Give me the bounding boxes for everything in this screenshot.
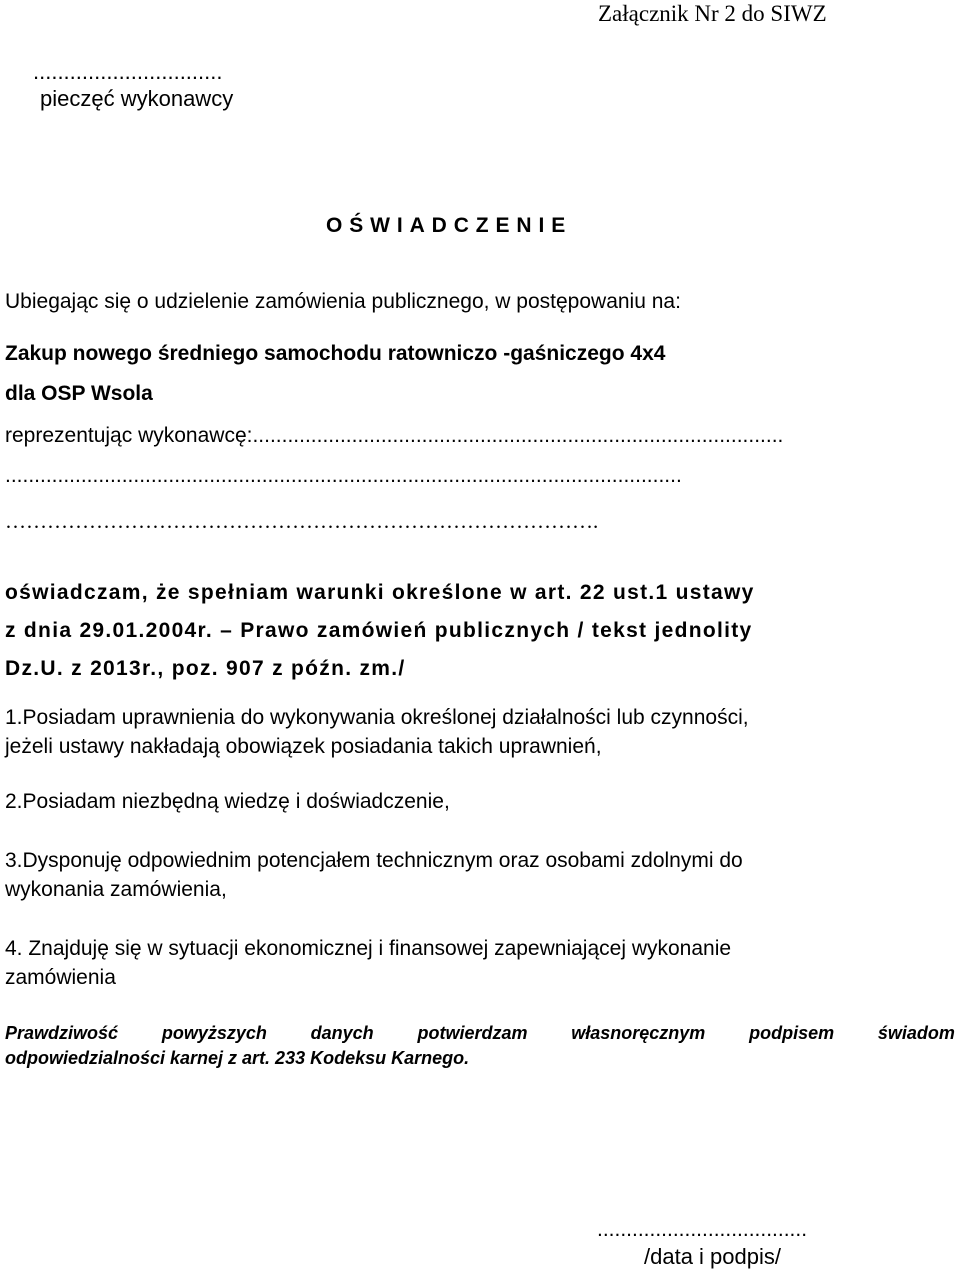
subject-line-2: dla OSP Wsola bbox=[5, 382, 153, 405]
attachment-label: Załącznik Nr 2 do SIWZ bbox=[598, 1, 827, 26]
point-1-line-2: jeżeli ustawy nakładają obowiązek posiadania takich uprawnień, bbox=[5, 735, 602, 758]
representing-dotted-line-2: …………………………………………………………………………. bbox=[5, 509, 599, 533]
representing-dotted-line-1: .................................................................................................................... bbox=[5, 464, 682, 487]
subject-line-1: Zakup nowego średniego samochodu ratowniczo -gaśniczego 4x4 bbox=[5, 342, 666, 365]
declaration-line-3: Dz.U. z 2013r., poz. 907 z późn. zm./ bbox=[5, 657, 406, 680]
truthfulness-word: powyższych bbox=[161, 1023, 267, 1043]
intro-text: Ubiegając się o udzielenie zamówienia publicznego, w postępowaniu na: bbox=[5, 290, 681, 313]
document-title: OŚWIADCZENIE bbox=[326, 214, 573, 237]
point-2-line-1: 2.Posiadam niezbędną wiedzę i doświadczenie, bbox=[5, 790, 450, 813]
truthfulness-word: własnoręcznym bbox=[571, 1023, 706, 1043]
stamp-label: pieczęć wykonawcy bbox=[40, 86, 234, 111]
declaration-statement bbox=[5, 574, 755, 688]
truthfulness-line-1 bbox=[5, 1021, 955, 1046]
truthfulness-line-2: odpowiedzialności karnej z art. 233 Kodeksu Karnego. bbox=[5, 1048, 470, 1068]
point-4-line-2: zamówienia bbox=[5, 966, 116, 989]
point-4-line-1: 4. Znajduję się w sytuacji ekonomicznej i finansowej zapewniającej wykonanie bbox=[5, 937, 732, 960]
stamp-dotted-line: ............................... bbox=[33, 59, 223, 84]
procurement-subject bbox=[5, 334, 665, 414]
truthfulness-word: świadom bbox=[877, 1023, 955, 1043]
point-3-line-1: 3.Dysponuję odpowiednim potencjałem technicznym oraz osobami zdolnymi do bbox=[5, 849, 743, 872]
truthfulness-word: podpisem bbox=[749, 1023, 835, 1043]
declaration-point-3 bbox=[5, 846, 743, 904]
truthfulness-word: danych bbox=[310, 1023, 374, 1043]
truthfulness-word: potwierdzam bbox=[417, 1023, 528, 1043]
point-1-line-1: 1.Posiadam uprawnienia do wykonywania określonej działalności lub czynności, bbox=[5, 706, 749, 729]
declaration-point-1 bbox=[5, 703, 749, 761]
declaration-point-4 bbox=[5, 934, 731, 992]
point-3-line-2: wykonania zamówienia, bbox=[5, 878, 227, 901]
truthfulness-word: Prawdziwość bbox=[5, 1023, 119, 1043]
signature-dotted-line: .................................... bbox=[597, 1218, 808, 1241]
declaration-point-2 bbox=[5, 787, 450, 816]
declaration-line-1: oświadczam, że spełniam warunki określone w art. 22 ust.1 ustawy bbox=[5, 581, 755, 604]
truthfulness-statement bbox=[5, 1021, 955, 1071]
signature-label: /data i podpis/ bbox=[644, 1244, 781, 1269]
declaration-line-2: z dnia 29.01.2004r. – Prawo zamówień publicznych / tekst jednolity bbox=[5, 619, 753, 642]
representing-contractor-label: reprezentując wykonawcę:........................................................................................... bbox=[5, 424, 784, 447]
